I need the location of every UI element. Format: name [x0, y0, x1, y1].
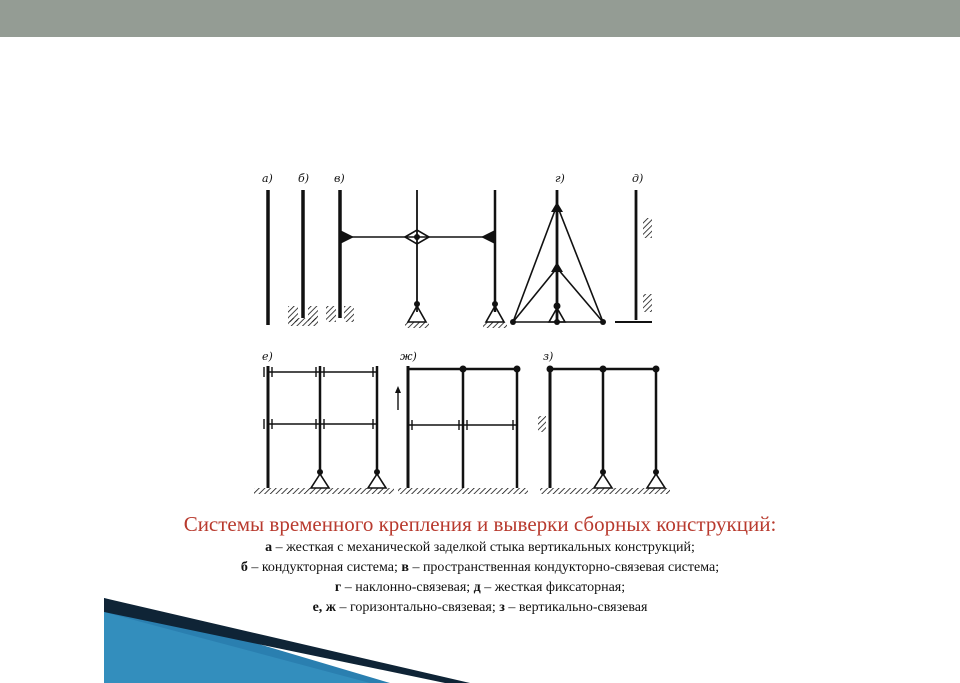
label-z: з): [543, 350, 554, 363]
legend-key: б: [240, 560, 248, 575]
legend-key: г: [334, 580, 342, 595]
label-e: е): [262, 350, 273, 363]
legend-line-4: [0, 598, 960, 618]
legend-text: – жесткая фиксаторная;: [480, 580, 626, 595]
legend-text: – пространственная кондукторно-связевая система;: [408, 560, 720, 575]
legend-key: з: [499, 600, 505, 615]
legend-text: – кондукторная система;: [247, 560, 402, 575]
legend-line-3: [0, 578, 960, 598]
caption-title: Системы временного крепления и выверки сборных конструкций:: [183, 512, 777, 536]
legend-text: – жесткая с механической заделкой стыка вертикальных конструкций;: [272, 540, 695, 555]
label-zh: ж): [400, 350, 417, 363]
legend-text: – вертикально-связевая: [504, 600, 648, 615]
legend-key: в: [401, 560, 409, 575]
legend-text: – наклонно-связевая;: [341, 580, 474, 595]
label-d: д): [632, 172, 644, 185]
legend-line-2: [0, 558, 960, 578]
label-v: в): [334, 172, 345, 185]
legend-line-1: [0, 538, 960, 558]
legend-key: д: [473, 580, 481, 595]
caption-block: [0, 510, 960, 618]
label-a: а): [262, 172, 273, 185]
legend-text: – горизонтально-связевая;: [335, 600, 500, 615]
legend-key: е, ж: [312, 600, 336, 615]
label-b: б): [298, 172, 310, 185]
legend-key: а: [265, 540, 273, 555]
label-g: г): [555, 172, 565, 185]
